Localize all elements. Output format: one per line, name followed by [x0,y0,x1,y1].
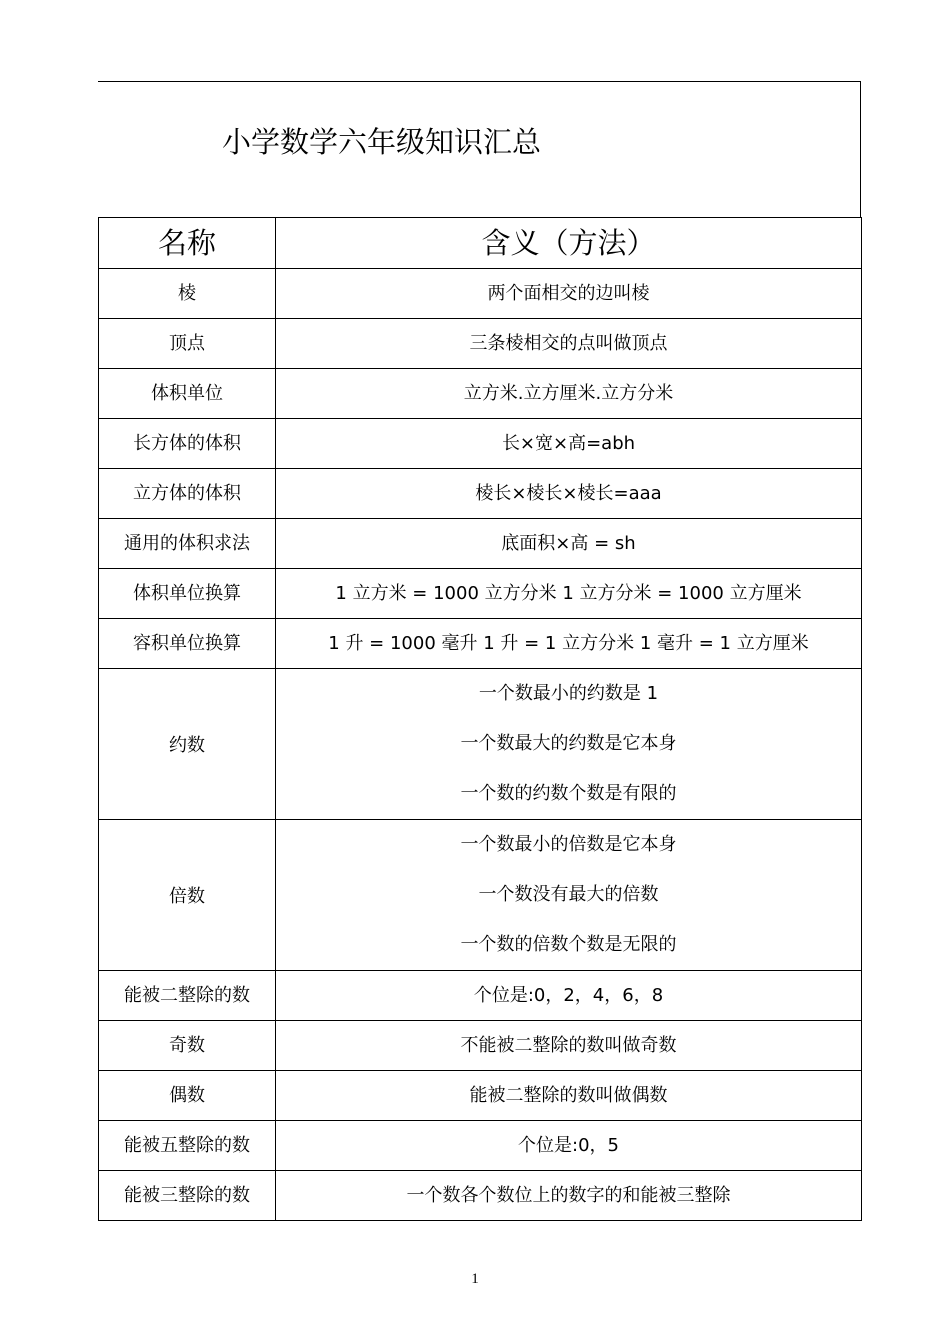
term-meaning [276,569,862,619]
term-meaning [276,1071,862,1121]
page-number: 1 [471,1271,479,1287]
term-meaning [276,419,862,469]
term-meaning [276,1171,862,1221]
term-name: 体积单位换算 [99,569,276,619]
term-meaning [276,319,862,369]
table-row [99,419,862,469]
meaning-line: 能被二整除的数叫做偶数 [469,1084,668,1106]
term-meaning [276,369,862,419]
term-name: 顶点 [99,319,276,369]
term-name: 能被二整除的数 [99,971,276,1021]
term-name: 约数 [99,669,276,820]
meaning-line: 立方米.立方厘米.立方分米 [463,382,674,404]
table-row [99,519,862,569]
term-name: 长方体的体积 [99,419,276,469]
term-name: 能被五整除的数 [99,1121,276,1171]
meaning-line: 1 立方米 = 1000 立方分米 1 立方分米 = 1000 立方厘米 [335,582,802,604]
page-title: 小学数学六年级知识汇总 [222,125,542,159]
meaning-line: 一个数各个数位上的数字的和能被三整除 [406,1184,731,1206]
term-name: 容积单位换算 [99,619,276,669]
top-border [98,81,861,82]
meaning-line: 1 升 = 1000 毫升 1 升 = 1 立方分米 1 毫升 = 1 立方厘米 [328,632,809,654]
term-name: 体积单位 [99,369,276,419]
term-name: 棱 [99,269,276,319]
term-meaning [276,619,862,669]
meaning-line: 一个数的倍数个数是无限的 [460,934,677,955]
meaning-line: 长×宽×高=abh [501,432,636,454]
meaning-line: 两个面相交的边叫棱 [487,282,650,304]
term-name: 偶数 [99,1071,276,1121]
term-meaning [276,669,862,820]
knowledge-table [98,217,862,1221]
table-row [99,669,862,820]
table-row [99,469,862,519]
term-meaning [276,820,862,971]
table-row [99,269,862,319]
term-meaning [276,519,862,569]
meaning-line: 底面积×高 = sh [501,532,636,554]
meaning-line: 一个数最大的约数是它本身 [460,733,677,754]
term-meaning [276,1121,862,1171]
term-name: 立方体的体积 [99,469,276,519]
term-name: 奇数 [99,1021,276,1071]
table-row [99,1171,862,1221]
right-border [860,81,861,218]
meaning-line: 棱长×棱长×棱长=aaa [475,482,662,504]
term-name: 能被三整除的数 [99,1171,276,1221]
table-row [99,619,862,669]
meaning-line: 三条棱相交的点叫做顶点 [469,332,668,354]
table-row [99,971,862,1021]
meaning-line: 不能被二整除的数叫做奇数 [460,1034,677,1056]
table-row [99,569,862,619]
meaning-line: 个位是:0，5 [518,1134,619,1156]
table-row [99,1021,862,1071]
term-name: 通用的体积求法 [99,519,276,569]
table-row [99,319,862,369]
meaning-line: 个位是:0，2，4，6，8 [473,984,664,1006]
table-header-row [99,218,862,269]
meaning-line: 一个数没有最大的倍数 [478,884,659,905]
table-row [99,369,862,419]
term-meaning [276,971,862,1021]
meaning-line: 一个数最小的约数是 1 [478,683,659,704]
term-meaning [276,469,862,519]
table-row [99,1071,862,1121]
header-name: 名称 [99,218,276,269]
table-row [99,820,862,971]
term-meaning [276,1021,862,1071]
meaning-line: 一个数的约数个数是有限的 [460,783,677,804]
meaning-line: 一个数最小的倍数是它本身 [460,834,677,855]
term-name: 倍数 [99,820,276,971]
table-row [99,1121,862,1171]
header-meaning: 含义（方法） [276,218,862,269]
term-meaning [276,269,862,319]
